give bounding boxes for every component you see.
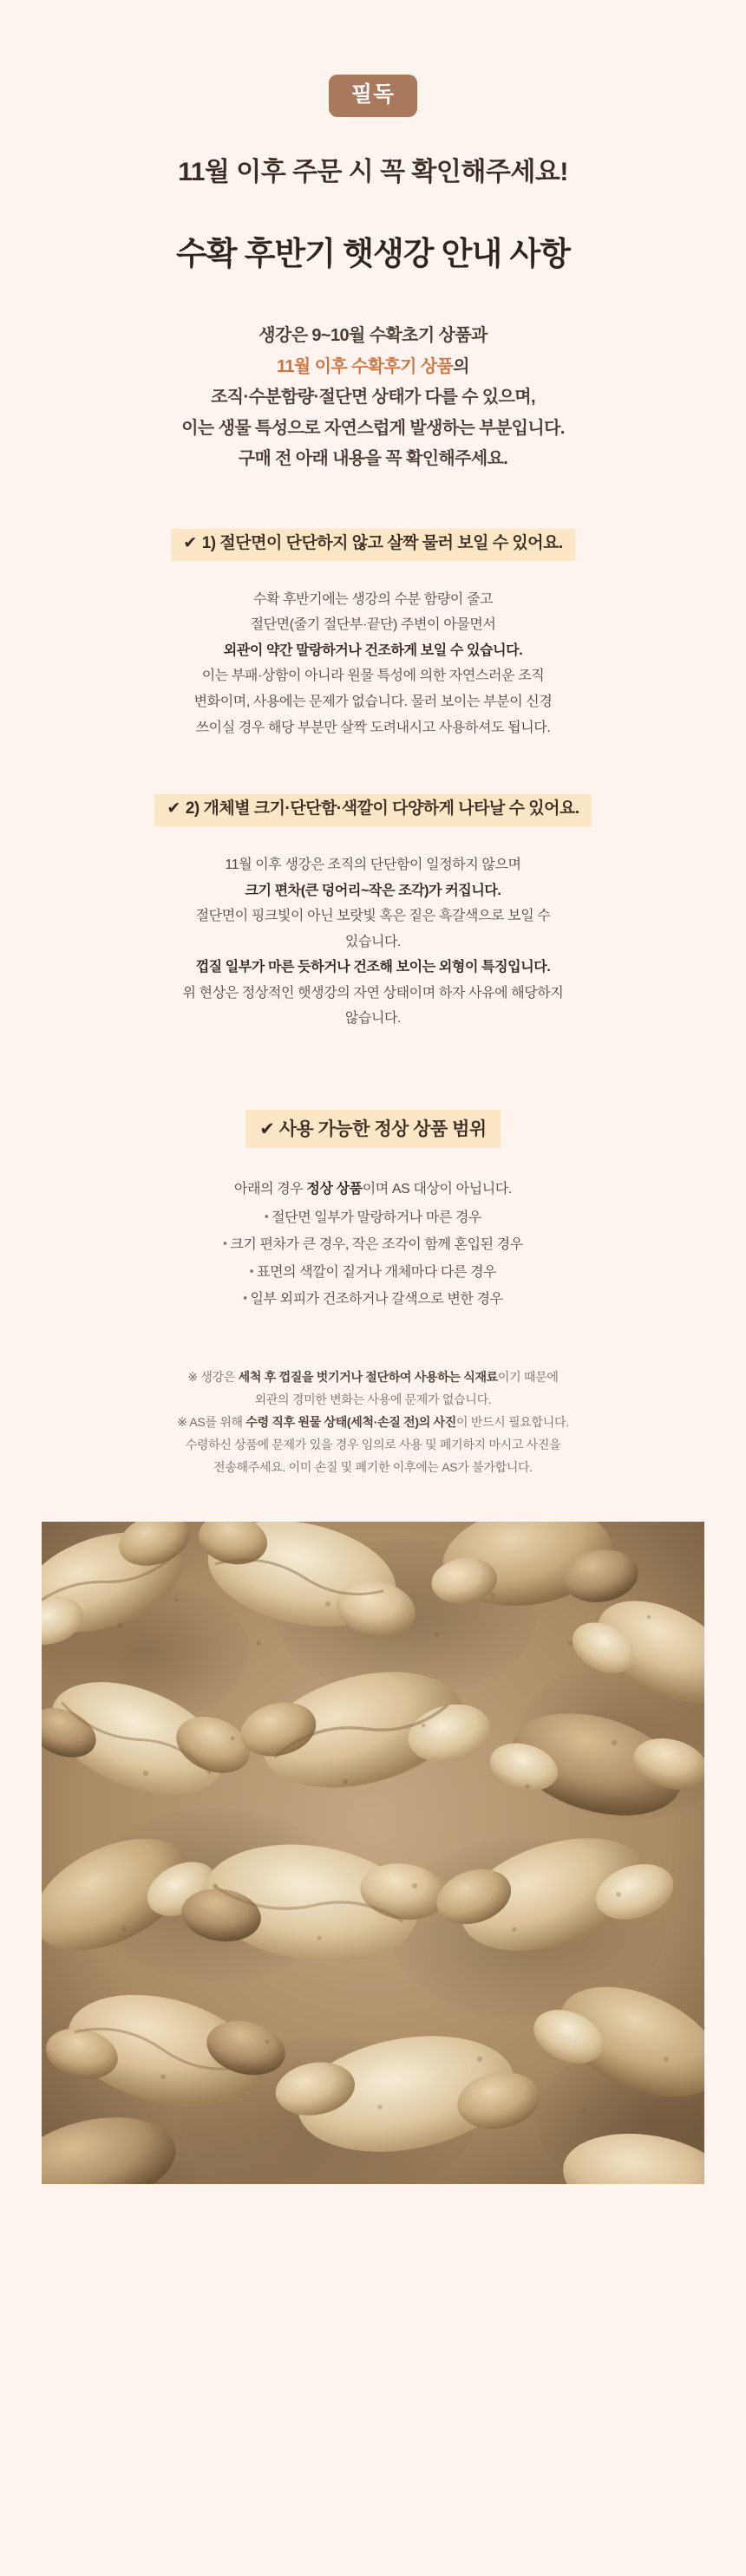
product-photo-container <box>42 1522 704 2184</box>
list-item <box>113 1259 633 1286</box>
intro-highlight-late-harvest: 11월 이후 수확후기 상품 <box>276 356 454 376</box>
section-1-line-4: 이는 부패·상함이 아니라 원물 특성에 의한 자연스러운 조직 <box>201 668 545 684</box>
check-icon: ✔ <box>167 799 180 818</box>
notice-row-3-c: 이 반드시 필요합니다. <box>456 1414 569 1429</box>
notice-block <box>104 1366 642 1478</box>
range-title <box>245 1110 500 1148</box>
bullet-icon: ▪ <box>243 1290 247 1304</box>
notice-row-3 <box>104 1412 642 1434</box>
intro-paragraph <box>0 321 746 475</box>
notice-row-3-b: 수령 직후 원물 상태(세척·손질 전)의 사진 <box>245 1414 456 1429</box>
section-1-title-bar <box>0 529 746 561</box>
intro-line-2 <box>0 352 746 383</box>
bullet-icon: ▪ <box>223 1236 227 1250</box>
section-2-line-3: 절단면이 핑크빛이 아닌 보랏빛 혹은 짙은 흑갈색으로 보일 수 <box>195 909 551 924</box>
section-2-line-2: 크기 편차(큰 덩어리~작은 조각)가 커집니다. <box>245 883 501 898</box>
section-2-body <box>130 852 616 1032</box>
section-2-title-text: 2) 개체별 크기·단단함·색깔이 다양하게 나타날 수 있어요. <box>185 799 579 818</box>
section-1-line-5: 변화이며, 사용에는 문제가 없습니다. 물러 보이는 부분이 신경 <box>193 695 553 710</box>
section-1-line-3: 외관이 약간 말랑하거나 건조하게 보일 수 있습니다. <box>223 642 523 658</box>
section-1-body <box>130 587 616 741</box>
range-lead-b: 정상 상품 <box>306 1182 363 1197</box>
list-item <box>113 1204 633 1231</box>
list-item <box>113 1286 633 1313</box>
ginger-photo <box>42 1522 704 2184</box>
intro-line-1-b: 9~10월 수확초기 상품 <box>311 326 471 345</box>
check-icon: ✔ <box>183 533 197 552</box>
notice-row-1-b: 세척 후 껍질을 벗기거나 절단하여 사용하는 식재료 <box>238 1370 498 1384</box>
badge-container <box>0 0 746 117</box>
list-item <box>113 1231 633 1258</box>
intro-line-3: 조직·수분함량·절단면 상태가 다를 수 있으며, <box>211 388 535 408</box>
section-1-line-1: 수확 후반기에는 생강의 수분 함량이 줄고 <box>252 591 494 607</box>
section-1-line-2: 절단면(줄기 절단부·끝단) 주변이 아물면서 <box>250 617 496 633</box>
intro-line-1 <box>0 321 746 352</box>
range-lead-c: 이며 AS 대상이 아닙니다. <box>362 1182 512 1197</box>
intro-line-5: 구매 전 아래 내용을 꼭 확인해주세요. <box>238 449 508 469</box>
section-2-line-5: 껍질 일부가 마른 듯하거나 건조해 보이는 외형이 특징입니다. <box>195 960 551 975</box>
section-1-title <box>171 529 574 561</box>
section-1-title-text: 1) 절단면이 단단하지 않고 살짝 물러 보일 수 있어요. <box>201 533 563 552</box>
section-1-line-6: 쓰이실 경우 해당 부분만 살짝 도려내시고 사용하셔도 됩니다. <box>195 720 551 735</box>
section-2-line-4: 있습니다. <box>344 934 402 949</box>
range-lead-a: 아래의 경우 <box>234 1182 307 1197</box>
section-2-title <box>154 794 591 826</box>
section-2-title-bar <box>0 794 746 826</box>
range-title-bar <box>0 1110 746 1148</box>
range-item-text: 일부 외피가 건조하거나 갈색으로 변한 경우 <box>250 1291 503 1307</box>
range-list <box>113 1176 633 1313</box>
range-item-text: 표면의 색깔이 짙거나 개체마다 다른 경우 <box>257 1264 497 1280</box>
notice-row-1 <box>104 1366 642 1389</box>
notice-row-3-a: ※ AS를 위해 <box>177 1414 246 1429</box>
check-icon: ✔ <box>259 1119 275 1140</box>
bullet-icon: ▪ <box>264 1210 269 1223</box>
range-item-text: 절단면 일부가 말랑하거나 마른 경우 <box>272 1210 482 1226</box>
must-read-badge: 필독 <box>329 75 417 117</box>
notice-row-2: 외관의 경미한 변화는 사용에 문제가 없습니다. <box>254 1392 492 1406</box>
range-item-text: 크기 편차가 큰 경우, 작은 조각이 함께 혼입된 경우 <box>230 1237 523 1253</box>
section-2-line-7: 않습니다. <box>344 1011 402 1027</box>
bullet-icon: ▪ <box>249 1263 254 1277</box>
page-title: 수확 후반기 햇생강 안내 사항 <box>175 236 571 271</box>
range-title-text: 사용 가능한 정상 상품 범위 <box>278 1119 487 1140</box>
section-2-line-1: 11월 이후 생강은 조직의 단단함이 일정하지 않으며 <box>225 857 521 872</box>
notice-row-5: 전송해주세요. 이미 손질 및 폐기한 이후에는 AS가 불가합니다. <box>213 1459 533 1474</box>
intro-line-1-c: 과 <box>471 326 488 345</box>
notice-row-4: 수령하신 상품에 문제가 있을 경우 임의로 사용 및 폐기하지 마시고 사진을 <box>185 1437 561 1451</box>
notice-row-1-c: 이기 때문에 <box>497 1370 559 1384</box>
notice-row-1-a: ※ 생강은 <box>187 1370 239 1384</box>
range-lead <box>113 1176 633 1203</box>
intro-line-1-a: 생강은 <box>258 326 312 345</box>
section-2-line-6: 위 현상은 정상적인 햇생강의 자연 상태이며 하자 사유에 해당하지 <box>182 985 564 1001</box>
page-subtitle: 11월 이후 주문 시 꼭 확인해주세요! <box>178 158 568 186</box>
intro-line-4: 이는 생물 특성으로 자연스럽게 발생하는 부분입니다. <box>181 418 565 438</box>
intro-line-2-b: 의 <box>453 356 470 376</box>
